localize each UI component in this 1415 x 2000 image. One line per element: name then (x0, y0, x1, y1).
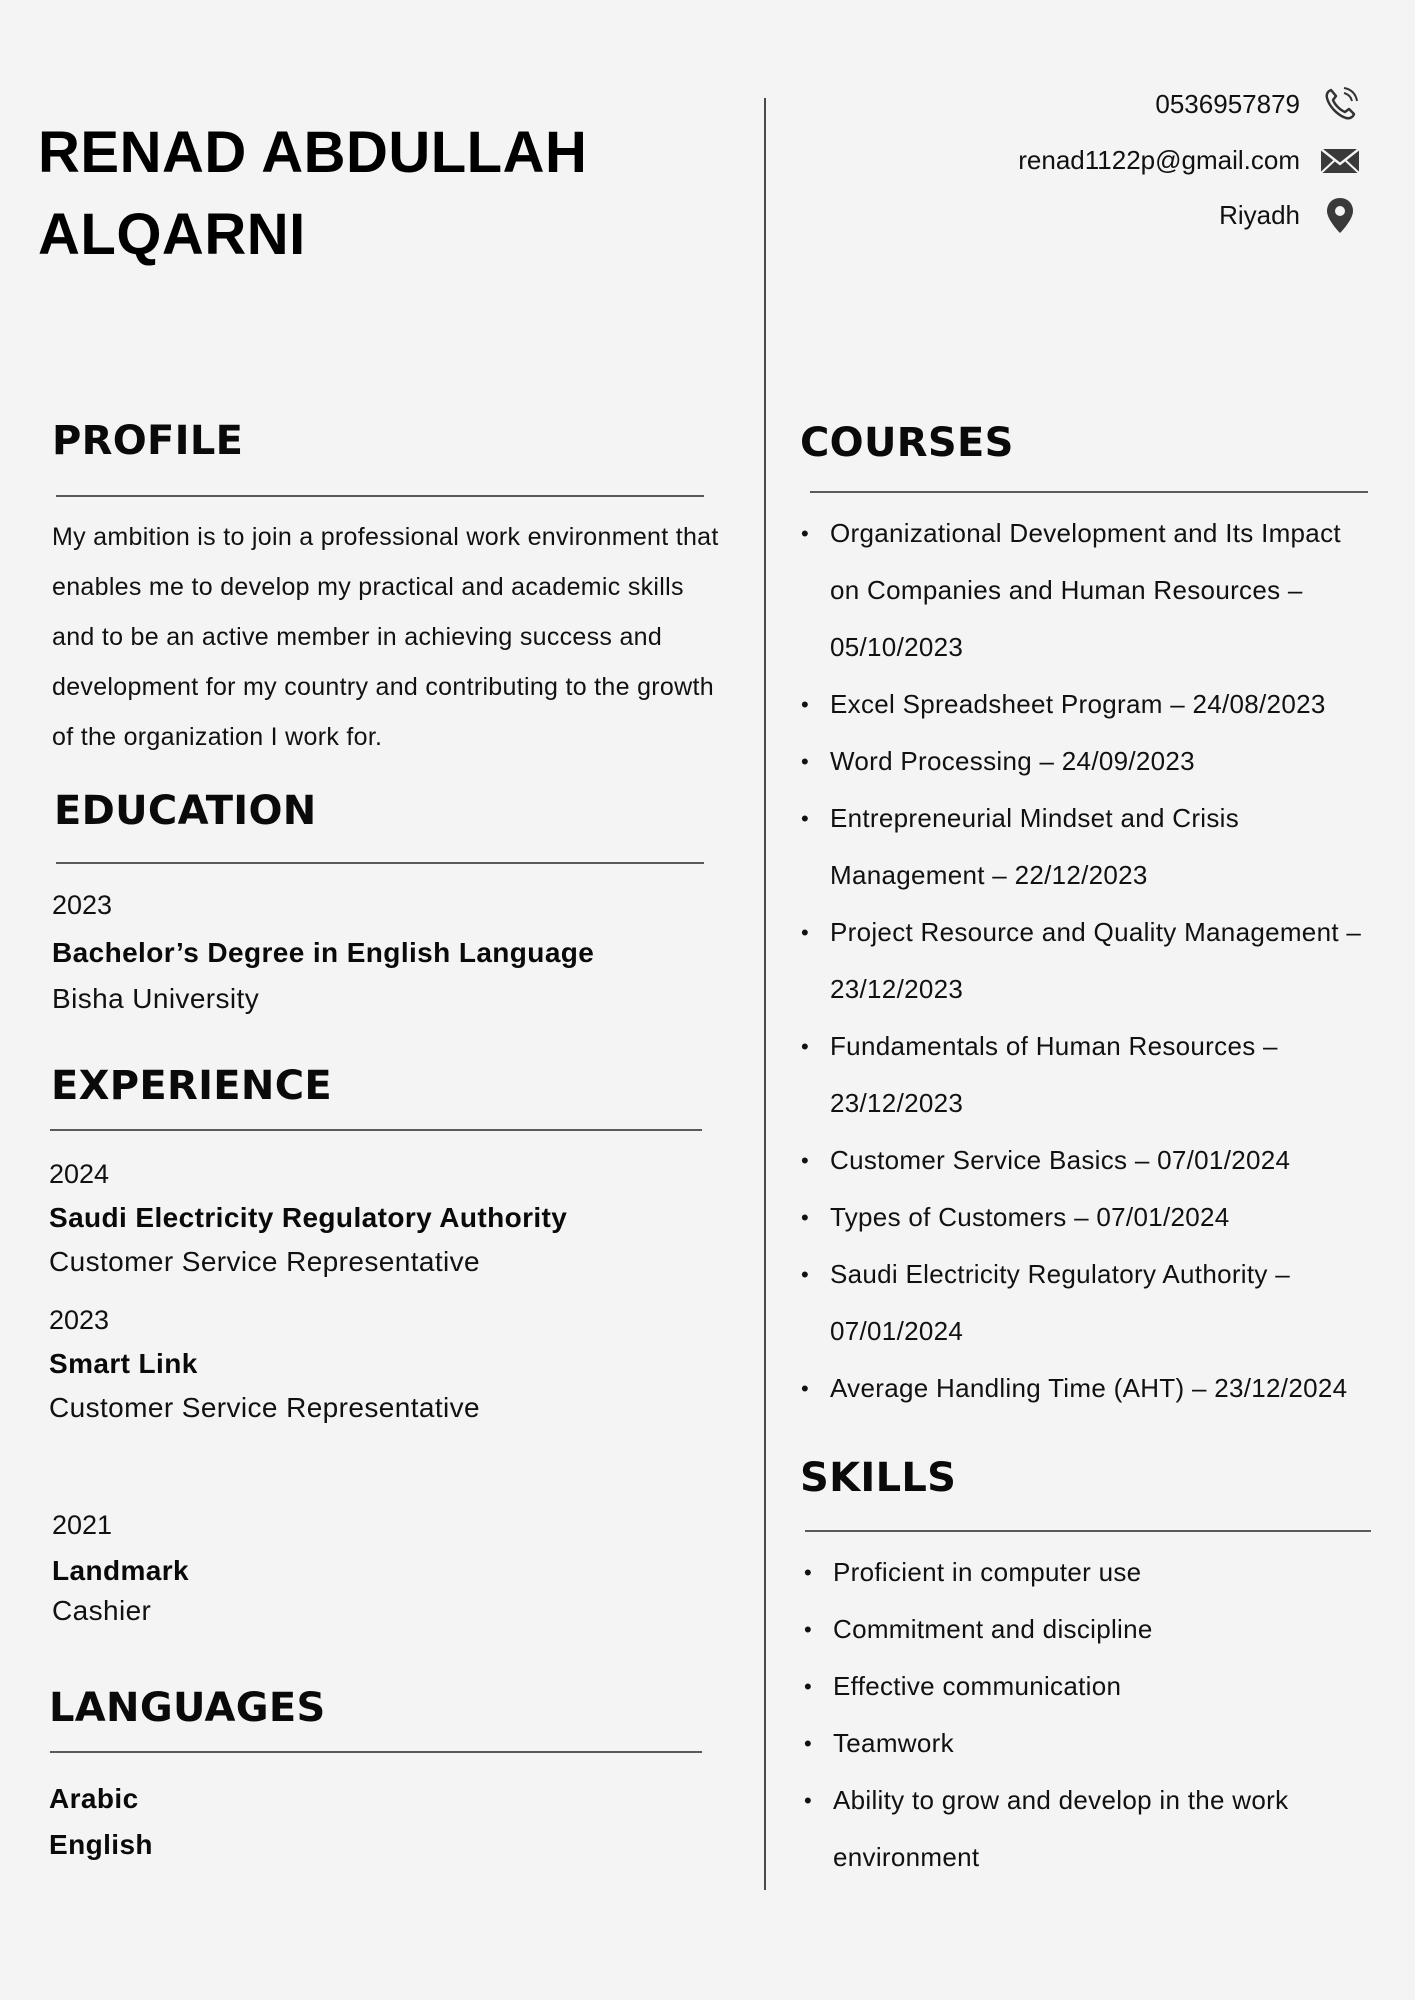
course-item: • Project Resource and Quality Management – 23/12/2023 (801, 904, 1395, 1018)
skill-item: • Commitment and discipline (804, 1601, 1304, 1658)
skills-list (804, 1544, 1304, 1886)
mail-icon (1320, 140, 1360, 180)
course-item: • Fundamentals of Human Resources – 23/12/2023 (801, 1018, 1330, 1132)
skill-item: • Ability to grow and develop in the work environment (804, 1772, 1313, 1886)
column-divider (764, 98, 766, 1890)
experience-company: Smart Link (49, 1348, 198, 1379)
profile-rule (56, 495, 704, 497)
education-heading: EDUCATION (54, 788, 317, 834)
course-item: • Entrepreneurial Mindset and Crisis Management – 22/12/2023 (801, 790, 1330, 904)
skill-item: • Teamwork (804, 1715, 1304, 1772)
experience-role: Customer Service Representative (49, 1246, 481, 1277)
experience-entry (49, 1157, 567, 1279)
profile-text: My ambition is to join a professional work environment that enables me to develop my practical and academic skills and to be an active member in achieving success and development for my country and contributing to the growth of the organization I work for. (52, 523, 719, 751)
experience-year: 2023 (49, 1305, 110, 1335)
contact-location (1219, 195, 1360, 235)
experience-year: 2024 (49, 1159, 110, 1189)
experience-company: Landmark (52, 1555, 190, 1586)
experience-entry (52, 1508, 189, 1628)
skills-rule (805, 1530, 1371, 1532)
education-year: 2023 (52, 890, 113, 920)
skill-item: • Effective communication (804, 1658, 1304, 1715)
name-line-1: RENAD ABDULLAH (38, 120, 588, 185)
experience-company: Saudi Electricity Regulatory Authority (49, 1202, 568, 1233)
contact-email (1018, 140, 1360, 180)
education-rule (56, 862, 704, 864)
phone-icon (1320, 84, 1360, 124)
education-entry (52, 888, 594, 1016)
profile-heading: PROFILE (52, 418, 244, 464)
education-degree: Bachelor’s Degree in English Language (52, 937, 595, 968)
courses-rule (810, 491, 1368, 493)
location-text: Riyadh (1219, 199, 1300, 230)
education-school: Bisha University (52, 983, 260, 1014)
contact-phone (1155, 84, 1360, 124)
languages-rule (50, 1751, 702, 1753)
experience-role: Customer Service Representative (49, 1392, 481, 1423)
skills-heading: SKILLS (800, 1455, 957, 1501)
email-text: renad1122p@gmail.com (1018, 144, 1300, 175)
location-pin-icon (1320, 195, 1360, 235)
language-item: English (49, 1829, 153, 1860)
courses-heading: COURSES (800, 420, 1014, 466)
candidate-name (38, 112, 587, 276)
experience-rule (50, 1129, 702, 1131)
experience-year: 2021 (52, 1510, 113, 1540)
course-item: • Saudi Electricity Regulatory Authority – 07/01/2024 (801, 1246, 1350, 1360)
course-item: • Excel Spreadsheet Program – 24/08/2023 (801, 676, 1386, 733)
experience-heading: EXPERIENCE (51, 1063, 332, 1109)
experience-role: Cashier (52, 1595, 152, 1626)
languages-heading: LANGUAGES (49, 1685, 326, 1731)
language-item: Arabic (49, 1783, 139, 1814)
course-item: • Organizational Development and Its Impact on Companies and Human Resources – 05/10/2023 (801, 505, 1370, 676)
languages-list (49, 1780, 153, 1864)
courses-list (801, 505, 1386, 1417)
course-item: • Customer Service Basics – 07/01/2024 (801, 1132, 1386, 1189)
course-item: • Word Processing – 24/09/2023 (801, 733, 1386, 790)
phone-text: 0536957879 (1155, 88, 1300, 119)
experience-entry (49, 1303, 480, 1425)
course-item: • Average Handling Time (AHT) – 23/12/2024 (801, 1360, 1386, 1417)
name-line-2: ALQARNI (38, 202, 306, 267)
skill-item: • Proficient in computer use (804, 1544, 1304, 1601)
course-item: • Types of Customers – 07/01/2024 (801, 1189, 1386, 1246)
